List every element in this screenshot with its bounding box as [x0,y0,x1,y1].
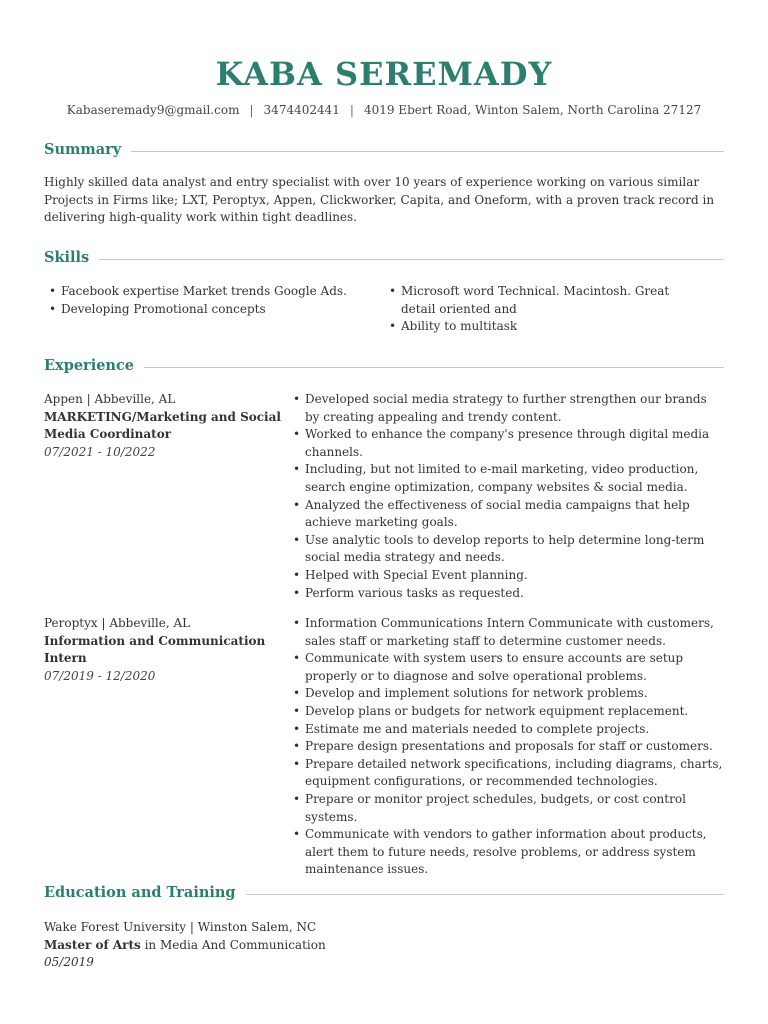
job-title: Information and Communication Intern [44,633,266,666]
job-bullet: • Develop plans or budgets for network equipment replacement. [288,703,724,721]
job-dates: 07/2019 - 12/2020 [44,668,156,683]
job-bullets [288,391,724,602]
skill-item: • Facebook expertise Market trends Google Ads. [44,283,364,301]
experience-heading: Experience [44,357,135,375]
job-info [44,391,284,461]
email-text: Kabaseremady9@gmail.com [66,103,240,117]
job-bullet: • Prepare detailed network specifications, including diagrams, charts, equipment configurations, or recommended technologies. [288,756,724,791]
job-bullets [288,615,724,879]
contact-separator: | [349,103,354,117]
job-bullet: • Use analytic tools to develop reports to help determine long-term social media strategy and needs. [288,532,724,567]
degree-line [44,937,724,955]
job-bullet: • Prepare or monitor project schedules, budgets, or cost control systems. [288,791,724,826]
summary-section-heading [44,140,724,160]
job-bullet: • Perform various tasks as requested. [288,585,724,603]
skill-item: • Microsoft word Technical. Macintosh. Great detail oriented and [384,283,704,318]
job-bullet: • Develop and implement solutions for network problems. [288,685,724,703]
job-title: MARKETING/Marketing and Social Media Coordinator [44,409,281,442]
skills-list-left [44,283,364,318]
job-info [44,615,284,685]
job-bullet: • Helped with Special Event planning. [288,567,724,585]
degree-name: Master of Arts [44,937,141,952]
section-divider [246,894,724,895]
job-bullet: • Analyzed the effectiveness of social media campaigns that help achieve marketing goals. [288,497,724,532]
contact-separator: | [249,103,254,117]
job-dates: 07/2021 - 10/2022 [44,444,156,459]
section-divider [144,367,724,368]
phone-text: 3474402441 [263,103,340,117]
skills-list-right [384,283,724,336]
job-bullet: • Worked to enhance the company's presence through digital media channels. [288,426,724,461]
resume-page [44,0,724,1024]
job-company: Peroptyx | Abbeville, AL [44,616,191,630]
job-company: Appen | Abbeville, AL [44,392,176,406]
education-entry [44,919,724,972]
summary-heading: Summary [44,141,122,159]
education-dates: 05/2019 [44,955,94,970]
contact-line [44,102,724,119]
job-bullet: • Prepare design presentations and proposals for staff or customers. [288,738,724,756]
skill-item: • Ability to multitask [384,318,724,336]
job-bullet: • Estimate me and materials needed to complete projects. [288,721,724,739]
education-section-heading [44,883,724,903]
job-bullet: • Information Communications Intern Communicate with customers, sales staff or marketing staff to determine customer needs. [288,615,724,650]
skills-heading: Skills [44,249,90,267]
summary-text: Highly skilled data analyst and entry specialist with over 10 years of experience working on various similar Projects in Firms like; LXT, Peroptyx, Appen, Clickworker, Capita, and Oneform, with a proven track record in delivering high-quality work within tight deadlines. [44,175,715,225]
section-divider [99,259,724,260]
job-bullet: • Including, but not limited to e-mail marketing, video production, search engine optimization, company websites & social media. [288,461,724,496]
education-heading: Education and Training [44,884,236,902]
job-bullet: • Communicate with vendors to gather information about products, alert them to future needs, resolve problems, or address system maintenance issues. [288,826,724,879]
section-divider [131,151,724,152]
job-bullet: • Communicate with system users to ensure accounts are setup properly or to diagnose and solve operational problems. [288,650,724,685]
candidate-name: KABA SEREMADY [215,55,553,93]
job-bullet: • Developed social media strategy to further strengthen our brands by creating appealing and trendy content. [288,391,724,426]
skills-section-heading [44,248,724,268]
address-text: 4019 Ebert Road, Winton Salem, North Carolina 27127 [363,103,702,117]
school-name: Wake Forest University | Winston Salem, NC [44,920,317,934]
skill-item: • Developing Promotional concepts [44,301,364,319]
degree-field: in Media And Communication [140,937,326,952]
experience-section-heading [44,356,724,376]
